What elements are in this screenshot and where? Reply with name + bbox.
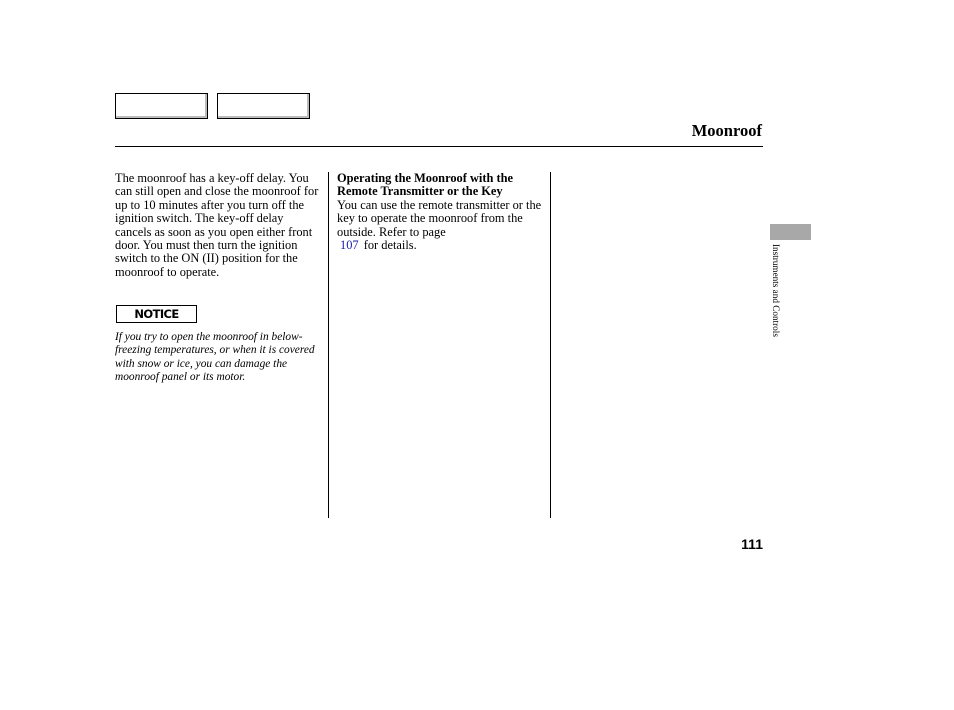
section-body-text-end: for details. — [363, 238, 417, 253]
column-1-paragraph: The moonroof has a key-off delay. You can still open and close the moonroof for up to 10 minutes after you turn off the ignition switch. The key-off delay cancels as soon as you open either front door. You must then turn the ignition switch to the ON (II) position for the moonroof to operate. — [115, 171, 319, 279]
page-number: 111 — [741, 536, 763, 552]
title-rule — [115, 146, 763, 147]
section-body-text: You can use the remote transmitter or the key to operate the moonroof from the outside. Refer to page — [337, 197, 542, 239]
nav-button-previous[interactable] — [115, 93, 208, 119]
section-side-label: Instruments and Controls — [771, 244, 781, 337]
column-divider — [328, 172, 329, 518]
section-body — [337, 199, 543, 253]
notice-label: NOTICE — [116, 305, 197, 323]
notice-text: If you try to open the moonroof in below-freezing temperatures, or when it is covered with snow or ice, you can damage the moonroof panel or its motor. — [115, 331, 315, 384]
page-title: Moonroof — [691, 121, 762, 140]
column-2 — [337, 172, 543, 252]
page-reference-link[interactable]: 107 — [340, 238, 359, 253]
column-divider — [550, 172, 551, 518]
nav-button-next[interactable] — [217, 93, 310, 119]
section-tab-marker — [770, 224, 811, 240]
section-heading: Operating the Moonroof with the Remote Transmitter or the Key — [337, 171, 513, 199]
